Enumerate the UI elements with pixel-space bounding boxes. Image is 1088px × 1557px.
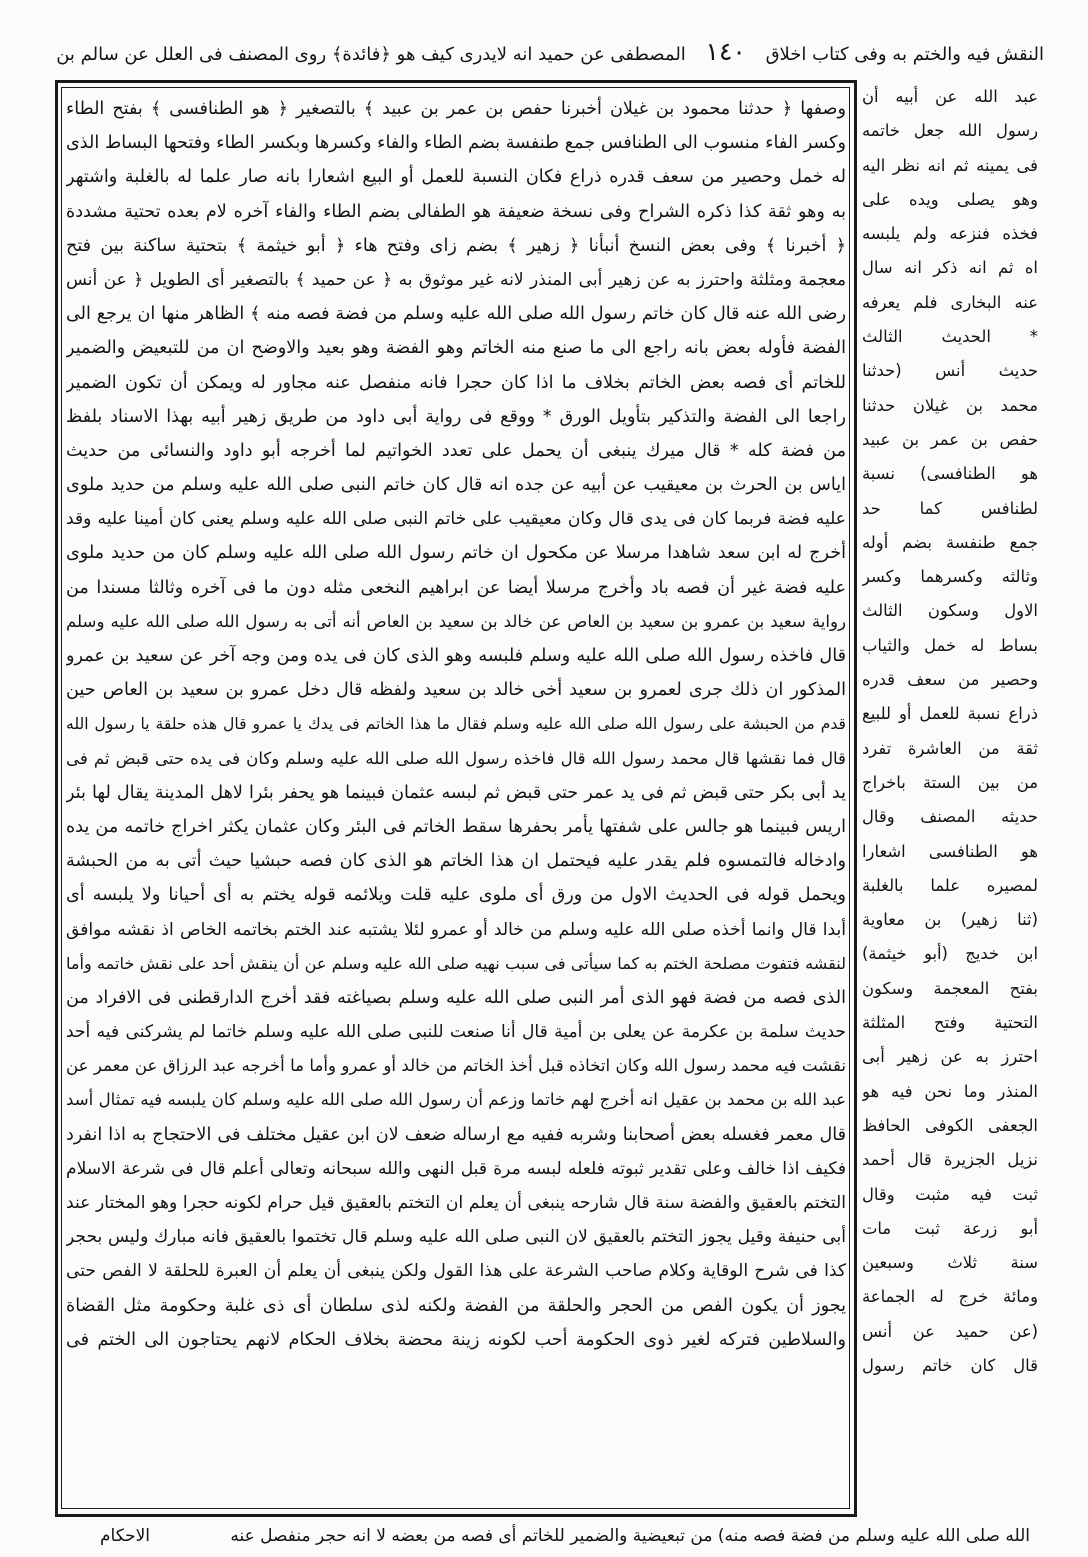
main-text-line: عبد الله بن محمد بن عقيل انه أخرج لهم خاتما وزعم أن رسول الله صلى الله عليه وسلم كان يلبسه فيه تمثال أسد [66, 1090, 846, 1110]
main-text-line: للخاتم أى فصه بعض الخاتم بخلاف ما اذا كان حجرا فانه منفصل عنه مجاور له ويمكن أن تكون الضمير [66, 372, 846, 393]
main-text-line: كذا فى شرح الوقاية وكلام صاحب الشرعة على هذا القول ولكن ينبغى أن يعلم أن العبرة للحلقة لا الفص حتى [66, 1261, 846, 1282]
margin-text-line: أبو زرعة ثبت مات [862, 1218, 1038, 1238]
margin-text-line: جمع طنفسة بضم أوله [862, 532, 1038, 552]
main-commentary-text [66, 92, 846, 1504]
main-text-line: عليه فضة فربما كان فى يدى قال وكان معيقيب على خاتم النبى صلى الله عليه وسلم يعنى كان أمينا عليه وقد [66, 509, 846, 530]
margin-text-line: لمصيره علما بالغلبة [862, 875, 1038, 895]
main-text-line: فكيف اذا خالف وعلى تقدير ثبوته فلعله لبسه مرة قبل النهى والله سبحانه وتعالى أعلم قال فى شرعة الاسلام [66, 1158, 846, 1179]
margin-text-line: حفص بن عمر بن عبيد [862, 429, 1038, 449]
footer-continuation-note: الله صلى الله عليه وسلم من فضة فصه منه) من تبعيضية والضمير للخاتم أى فصه من بعضه لا انه حجر منفصل عنه [230, 1526, 1030, 1546]
margin-text-line: ابن خديج (أبو خيثمة) [862, 944, 1038, 964]
margin-text-line: ومائة خرج له الجماعة [862, 1287, 1038, 1307]
main-text-line: أبى حنيفة وقيل يجوز التختم بالعقيق لان النبى صلى الله عليه وسلم قال تختموا بالعقيق فانه مبارك وليس بحجر [66, 1227, 846, 1248]
main-text-line: يجوز أن يكون الفص من الحجر والحلقة من الفضة ولكنه لذى سلطان أى ذى غلبة وحكومة مثل القضاة [66, 1295, 846, 1316]
margin-text-line: فى يمينه ثم انه نظر اليه [862, 155, 1038, 175]
main-text-line: وصفها ﴿ حدثنا محمود بن غيلان أخبرنا حفص بن عمر بن عبيد ﴾ بالتصغير ﴿ هو الطنافسى ﴾ بفتح الطاء [66, 99, 846, 119]
main-text-line: رواية سعيد بن عمرو بن سعيد بن العاص عن خالد بن سعيد بن العاص أنه أتى به رسول الله صلى الله عليه وسلم [66, 611, 846, 631]
main-text-line: يد أبى بكر حتى قبض ثم فى يد عمر حتى قبض ثم لبسه عثمان فبينما هو يحفر بئرا لاهل المدينة يقال لها بئر [66, 782, 846, 803]
page-footer [90, 1522, 1030, 1550]
main-text-line: أبدا قال وانما أخذه صلى الله عليه وسلم من خالد أو عمرو لئلا يشتبه عند الختم بخاتمه الخاص اذ نقشه موافق [66, 919, 846, 940]
main-text-line: ﴿ أخبرنا ﴾ وفى بعض النسخ أنبأنا ﴿ زهير ﴾ بضم زاى وفتح هاء ﴿ أبو خيثمة ﴾ بتحتية ساكنة بين فتح [66, 235, 846, 256]
header-left-text: المصطفى عن حميد انه لايدرى كيف هو ﴿فائدة﴾ روى المصنف فى العلل عن سالم بن [56, 44, 686, 65]
margin-text-line: هو الطنافسى اشعارا [862, 841, 1038, 861]
main-text-line: الذى فصه من فضة فهو الذى أمر النبى صلى الله عليه وسلم بصياغته فقد أخرج الدارقطنى فى الافراد من [66, 987, 846, 1008]
margin-text-line: رسول الله جعل خاتمه [862, 121, 1038, 141]
margin-text-line: هو الطنافسى) نسبة [862, 464, 1038, 484]
running-header [54, 30, 1044, 74]
header-right-text: النقش فيه والختم به وفى كتاب اخلاق [765, 44, 1044, 65]
margin-text-line: وثالثه وكسرهما وكسر [862, 567, 1038, 587]
main-text-line: وكسر الفاء منسوب الى الطنافس جمع طنفسة بضم الطاء والفاء وكسرها وبكسر الطاء وفتحها البساط الذى [66, 133, 846, 154]
margin-text-line: احترز به عن زهير أبى [862, 1047, 1038, 1067]
margin-text-line: قال كان خاتم رسول [862, 1355, 1038, 1375]
margin-text-line: لطنافس كما حد [862, 498, 1038, 518]
margin-text-line: اه ثم انه ذكر انه سال [862, 258, 1038, 278]
main-text-line: اريس فبينما هو جالس على شفتها يأمر بحفرها سقط الخاتم فى البئر وكان عثمان يكثر اخراج خاتمه من يده [66, 816, 846, 837]
margin-text-line: الاول وسكون الثالث [862, 601, 1038, 621]
main-text-line: معجمة ومثلثة واحترز به عن زهير أبى المنذر لانه غير موثوق به ﴿ عن حميد ﴾ بالتصغير أى الطويل ﴿ عن أنس [66, 269, 846, 290]
main-text-line: قال فاخذه رسول الله صلى الله عليه وسلم فلبسه وهو الذى كان فى يده ومن وجه آخر عن سعيد بن عمرو [66, 646, 846, 666]
main-text-line: التختم بالعقيق والفضة سنة قال شارحه ينبغى أن يعلم ان التختم بالعقيق قيل حرام لكونه حجرا وهو المختار عند [66, 1193, 846, 1213]
margin-text-line: سنة ثلاث وسبعين [862, 1253, 1038, 1273]
main-text-line: له خمل وحصير من سعف قدره ذراع فكان النسبة للعمل أو البيع اشعارا بانه صار علما له بالغلبة واشتهر [66, 167, 846, 188]
margin-text-line: نزيل الجزيرة قال أحمد [862, 1150, 1038, 1170]
main-text-line: من فضة كله * قال ميرك ينبغى أن يحمل على تعدد الخواتيم لما أخرجه أبو داود والنسائى من حديث [66, 440, 846, 461]
margin-text-line: الجعفى الكوفى الحافظ [862, 1115, 1038, 1135]
main-text-line: ويحمل قوله فى الحديث الاول من ورق أى ملوى عليه قلت ويلائمه قوله يختم به أى أحيانا ولا يلبسه أى [66, 885, 846, 906]
main-text-line: لنقشه فتفوت مصلحة الختم به كما سيأتى فى سبب نهيه صلى الله عليه وسلم عن أن ينقش أحد على نقش خاتمه وأما [66, 953, 846, 973]
margin-text-line: بساط له خمل والثياب [862, 635, 1038, 655]
margin-text-line: حديثه المصنف وقال [862, 807, 1038, 827]
margin-text-line: حديث أنس (حدثنا [862, 361, 1038, 381]
margin-text-line: (ثنا زهير) بن معاوية [862, 910, 1038, 930]
margin-text-line: عبد الله عن أبيه أن [862, 87, 1038, 106]
margin-text-line: وحصير من سعف قدره [862, 670, 1038, 690]
margin-text-line: ذراع نسبة للعمل أو للبيع [862, 704, 1038, 724]
main-text-line: قال معمر فغسله بعض أصحابنا وشربه ففيه مع ارساله ضعف لان ابن عقيل مختلف فى الاحتجاج به اذا انفرد [66, 1124, 846, 1145]
margin-text-line: بفتح المعجمة وسكون [862, 978, 1038, 998]
margin-text-line: المنذر وما نحن فيه هو [862, 1081, 1038, 1101]
margin-text-line: التحتية وفتح المثلثة [862, 1013, 1038, 1033]
main-text-line: اياس بن الحرث بن معيقيب عن أبيه عن جده انه قال كان خاتم النبى صلى الله عليه وسلم من حديد ملوى [66, 475, 846, 496]
margin-text-line: عنه البخارى فلم يعرفه [862, 292, 1038, 312]
main-text-line: الفضة فأوله بعض بانه راجع الى ما صنع منه الخاتم وهو الفضة وهو بعيد والاوضح ان من للتبعيض والضمير [66, 338, 846, 359]
margin-text-line: وهو يصلى ويده على [862, 189, 1038, 209]
main-text-line: أخرج له ابن سعد شاهدا مرسلا عن مكحول ان خاتم رسول الله صلى الله عليه وسلم كان من حديد ملوى [66, 543, 846, 564]
main-text-line: قدم من الحبشة على رسول الله صلى الله عليه وسلم فقال ما هذا الخاتم فى يدك يا عمرو قال هذه حلقة يا رسول الله [66, 715, 846, 734]
main-text-line: حديث سلمة بن عكرمة عن يعلى بن أمية قال أنا صنعت للنبى صلى الله عليه وسلم خاتما لم يشركنى فيه أحد [66, 1022, 846, 1043]
main-text-line: قال فما نقشها قال محمد رسول الله قال فاخذه رسول الله صلى الله عليه وسلم وكان فى يده حتى قبض ثم فى [66, 748, 846, 768]
main-text-line: عليه فضة غير أن فصه باد وأخرج مرسلا أيضا عن ابراهيم النخعى مثله دون ما فى آخره وثالثا مسندا من [66, 577, 846, 598]
page-number: ١٤٠ [705, 37, 746, 66]
main-text-line: وادخاله فالتمسوه فلم يقدر عليه فيحتمل ان هذا الخاتم هو الذى كان فصه حبشيا حيث أتى به من الحبشة [66, 851, 846, 872]
marginal-commentary [862, 80, 1038, 1520]
margin-text-line: فخذه فنزعه ولم يلبسه [862, 224, 1038, 244]
main-text-line: نقشت فيه محمد رسول الله وكان اتخاذه قبل أخذ الخاتم من خالد أو عمرو وأما ما أخرجه عبد الرزاق عن معمر عن [66, 1056, 846, 1076]
main-text-line: به وهو ثقة كذا ذكره الشراح وفى نسخة ضعيفة هو الطفالى بضم الطاء والفاء آخره لام بعده تحتية مشددة [66, 201, 846, 222]
main-text-line: راجعا الى الفضة والتذكير بتأويل الورق * ووقع فى رواية أبى داود من طريق زهير أبيه بهذا الاسناد بلفظ [66, 406, 846, 427]
margin-text-line: (عن حميد عن أنس [862, 1321, 1038, 1341]
margin-text-line: ثقة من العاشرة تفرد [862, 738, 1038, 758]
main-text-line: المذكور ان ذلك جرى لعمرو بن سعيد أخى خالد بن سعيد ولفظه قال دخل عمرو بن سعيد بن العاص حين [66, 680, 846, 701]
margin-text-line: ثبت فيه مثبت وقال [862, 1184, 1038, 1204]
catchword: الاحكام [100, 1526, 151, 1546]
main-text-line: والسلاطين فتركه لغير ذوى الحكومة أحب لكونه زينة محضة بخلاف الحكام لانهم يحتاجون الى الختم فى [66, 1329, 846, 1350]
main-text-line: رضى الله عنه قال كان خاتم رسول الله صلى الله عليه وسلم من فضة فصه منه ﴾ الظاهر منها ان يرجع الى [66, 304, 846, 325]
margin-text-line: من بين الستة باخراج [862, 772, 1038, 792]
margin-text-line: * الحديث الثالث [862, 327, 1038, 347]
margin-text-line: محمد بن غيلان حدثنا [862, 395, 1038, 415]
